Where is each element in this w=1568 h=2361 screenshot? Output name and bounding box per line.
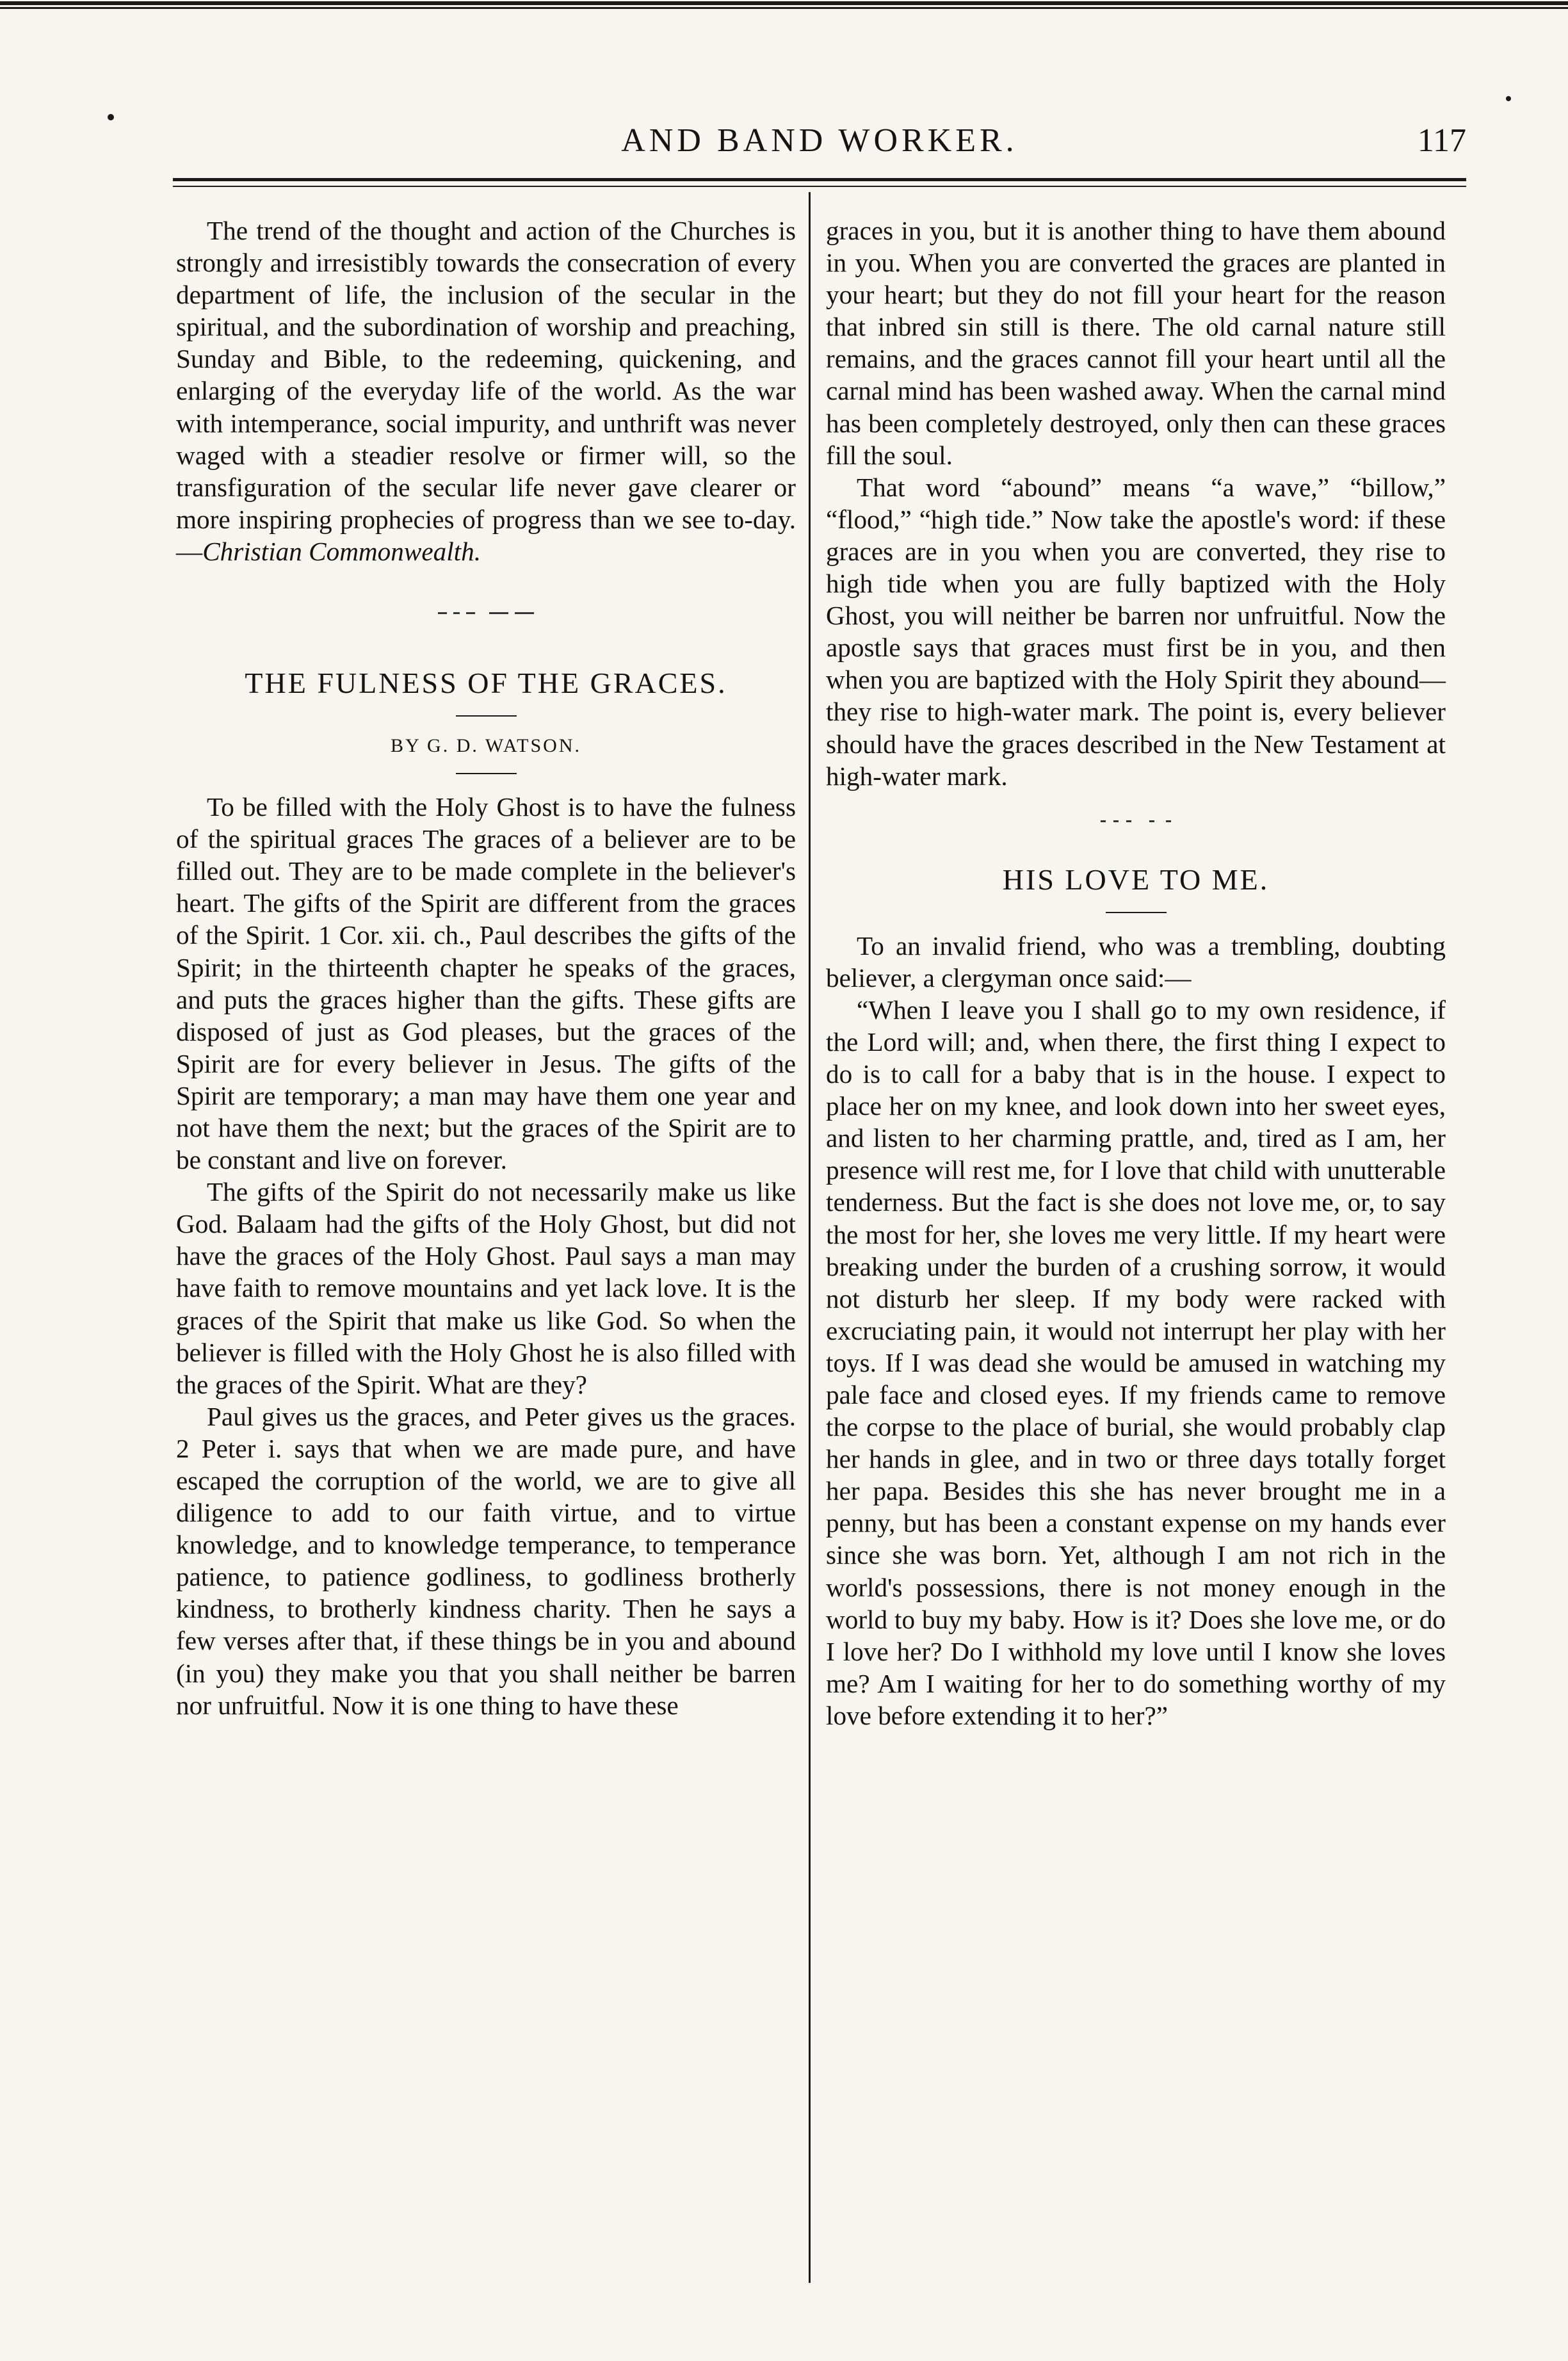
- article-title-fulness-of-graces: THE FULNESS OF THE GRACES.: [245, 667, 727, 700]
- prev-article-paragraph: [176, 215, 796, 567]
- right-column: [826, 215, 1446, 1732]
- running-title: AND BAND WORKER.: [621, 122, 1018, 159]
- section-separator: [1088, 820, 1184, 822]
- left-column: [176, 215, 796, 1721]
- page-number: 117: [1417, 122, 1466, 159]
- byline-rule: [456, 773, 517, 774]
- column-divider: [809, 192, 811, 2283]
- article-paragraph: “When I leave you I shall go to my own residence, if the Lord will; and, when there, the first thing I expect to do is to call for a baby that is in the house. I expect to place her on my knee, and look down into her sweet eyes, and listen to her charming prattle, and, tired as I am, her presence will rest me, for I love that child with unutterable tenderness. But the fact is she does not love me, or, to say the most for her, she loves me very little. If my heart were breaking under the burden of a crushing sorrow, it would not disturb her sleep. If my body were racked with excruciating pain, it would not interrupt her play with her toys. If I was dead she would be amused in watching my pale face and closed eyes. If my friends came to remove the corpse to the place of burial, she would probably clap her hands in glee, and in two or three days totally forget her papa. Besides this she has never brought me in a penny, but has been a constant expense on my hands ever since she was born. Yet, although I am not rich in the world's possessions, there is not money enough in the world to buy my baby. How is it? Does she love me, or do I love her? Do I withhold my love until I know she loves me? Am I waiting for her to do something worthy of my love before extending it to her?”: [826, 994, 1446, 1730]
- title-rule: [1106, 912, 1167, 913]
- article-paragraph: To an invalid friend, who was a trembling, doubting believer, a clergyman once said:—: [826, 930, 1446, 993]
- ink-speck: [108, 114, 114, 120]
- page-header: [173, 122, 1466, 179]
- article-paragraph: Paul gives us the graces, and Peter gives us the graces. 2 Peter i. says that when we are made pure, and have escaped the corruption of the world, we are to give all diligence to add to our faith virtue, and to virtue knowledge, and to knowledge temperance, to temperance patience, to patience godliness, to godliness brotherly kindness, to brotherly kindness charity. Then he says a few verses after that, if these things be in you and abound (in you) they make you that you shall neither be barren nor unfruitful. Now it is one thing to have these: [176, 1401, 796, 1720]
- continued-paragraph: That word “abound” means “a wave,” “billow,” “flood,” “high tide.” Now take the apostle's word: if these graces are in you when you are converted, they rise to high tide when you are fully baptized with the Holy Ghost, you will neither be barren nor unfruitful. Now the apostle says that graces must first be in you, and then when you are baptized with the Holy Spirit they abound—they rise to high-water mark. The point is, every believer should have the graces described in the New Testament at high-water mark.: [826, 472, 1446, 791]
- article-paragraph: To be filled with the Holy Ghost is to have the fulness of the spiritual graces The graces of a believer are to be filled out. They are to be made complete in the believer's heart. The gifts of the Spirit are different from the graces of the Spirit. 1 Cor. xii. ch., Paul describes the gifts of the Spirit; in the thirteenth chapter he speaks of the graces, and puts the graces higher than the gifts. These gifts are disposed of just as God pleases, but the graces of the Spirit are for every believer in Jesus. The gifts of the Spirit are temporary; a man may have them one year and not have them the next; but the graces of the Spirit are to be constant and live on forever.: [176, 792, 796, 1175]
- article-paragraph: The gifts of the Spirit do not necessarily make us like God. Balaam had the gifts of the Holy Ghost, but did not have the graces of the Holy Ghost. Paul says a man may have faith to remove mountains and yet lack love. It is the graces of the Spirit that make us like God. So when the believer is filled with the Holy Ghost he is also filled with the graces of the Spirit. What are they?: [176, 1177, 796, 1399]
- section-separator: [438, 612, 534, 614]
- ink-speck: [1506, 96, 1511, 101]
- header-rule: [173, 178, 1466, 181]
- top-border-rule: [0, 0, 1568, 12]
- continued-paragraph: graces in you, but it is another thing to have them abound in you. When you are converted the graces are planted in your heart; but they do not fill your heart for the reason that inbred sin still is there. The old carnal nature still remains, and the graces cannot fill your heart until all the carnal mind has been washed away. When the carnal mind has been completely destroyed, only then can these graces fill the soul.: [826, 216, 1446, 470]
- article-byline: BY G. D. WATSON.: [390, 735, 582, 757]
- header-rule: [173, 186, 1466, 187]
- title-rule: [456, 715, 517, 717]
- prev-article-source: Christian Commonwealth.: [202, 536, 481, 566]
- article-title-his-love-to-me: HIS LOVE TO ME.: [1002, 863, 1270, 896]
- prev-article-text: The trend of the thought and action of the Churches is strongly and irresistibly towards the consecration of every department of life, the inclusion of the secular in the spiritual, and the subordination of worship and preaching, Sunday and Bible, to the redeeming, quickening, and enlarging of the everyday life of the world. As the war with intemperance, social impurity, and unthrift was never waged with a steadier resolve or firmer will, so the transfiguration of the secular life never gave clearer or more inspiring prophecies of progress than we see to-day.—: [176, 216, 796, 566]
